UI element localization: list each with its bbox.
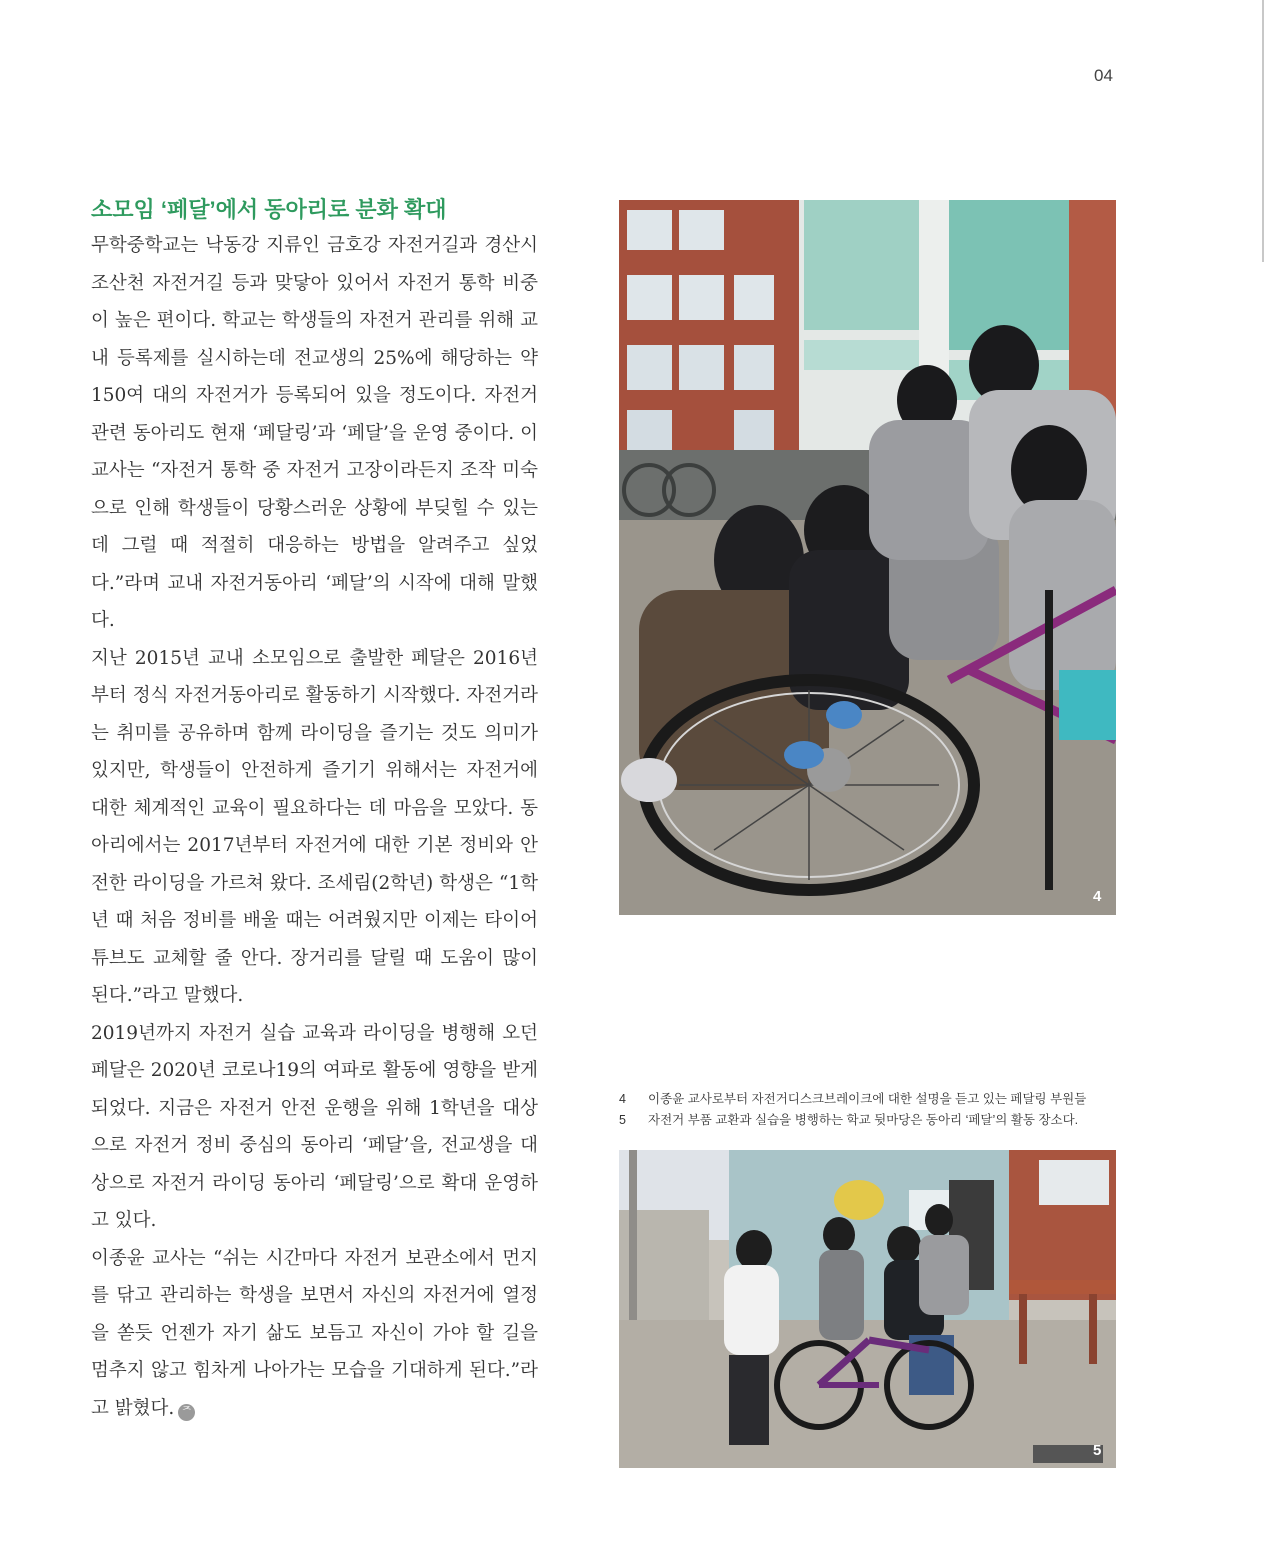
- page-edge-line: [1262, 0, 1264, 262]
- photo-captions: [619, 1089, 1139, 1131]
- photo-backyard-illustration: [619, 1150, 1116, 1468]
- paragraph-4-text: 이종윤 교사는 “쉬는 시간마다 자전거 보관소에서 먼지를 닦고 관리하는 학생을 보면서 자신의 자전거에 열정을 쏟듯 언젠가 자기 삶도 보듬고 자신이 가야 할 길을 멈추지 않고 힘차게 나아가는 모습을 기대하게 된다.”라고 밝혔다.: [91, 1247, 538, 1419]
- photo-bike-repair: [619, 200, 1116, 915]
- paragraph-1: 무학중학교는 낙동강 지류인 금호강 자전거길과 경산시 조산천 자전거길 등과 맞닿아 있어서 자전거 통학 비중이 높은 편이다. 학교는 학생들의 자전거 관리를 위해 교내 등록제를 실시하는데 전교생의 25%에 해당하는 약 150여 대의 자전거가 등록되어 있을 정도이다. 자전거 관련 동아리도 현재 ‘페달링’과 ‘페달’을 운영 중이다. 이 교사는 “자전거 통학 중 자전거 고장이라든지 조작 미숙으로 인해 학생들이 당황스러운 상황에 부딪힐 수 있는데 그럴 때 적절히 대응하는 방법을 알려주고 싶었다.”라며 교내 자전거동아리 ‘페달’의 시작에 대해 말했다.: [91, 235, 538, 631]
- caption-text: 이종윤 교사로부터 자전거디스크브레이크에 대한 설명을 듣고 있는 페달링 부원들: [648, 1092, 1087, 1106]
- paragraph-2: 지난 2015년 교내 소모임으로 출발한 페달은 2016년부터 정식 자전거동아리로 활동하기 시작했다. 자전거라는 취미를 공유하며 함께 라이딩을 즐기는 것도 의미가 있지만, 학생들이 안전하게 즐기기 위해서는 자전거에 대한 체계적인 교육이 필요하다는 데 마음을 모았다. 동아리에서는 2017년부터 자전거에 대한 기본 정비와 안전한 라이딩을 가르쳐 왔다. 조세림(2학년) 학생은 “1학년 때 처음 정비를 배울 때는 어려웠지만 이제는 타이어 튜브도 교체할 줄 안다. 장거리를 달릴 때 도움이 많이 된다.”라고 말했다.: [91, 647, 538, 1006]
- paragraph-3: 2019년까지 자전거 실습 교육과 라이딩을 병행해 오던 페달은 2020년 코로나19의 여파로 활동에 영향을 받게 되었다. 지금은 자전거 안전 운행을 위해 1학년을 대상으로 자전거 정비 중심의 동아리 ‘페달’을, 전교생을 대상으로 자전거 라이딩 동아리 ‘페달링’으로 확대 운영하고 있다.: [91, 1022, 538, 1231]
- caption-number: 4: [619, 1092, 626, 1106]
- caption-text: 자전거 부품 교환과 실습을 병행하는 학교 뒷마당은 동아리 ‘페달’의 활동 장소다.: [648, 1113, 1079, 1127]
- caption-number: 5: [619, 1113, 626, 1127]
- photo-number-5: 5: [1093, 1442, 1102, 1459]
- photo-backyard-activity: [619, 1150, 1116, 1468]
- photo-bike-repair-illustration: [619, 200, 1116, 915]
- photo-number-4: 4: [1093, 888, 1102, 905]
- section-heading: 소모임 ‘페달’에서 동아리로 분화 확대: [91, 197, 447, 222]
- article-body: [91, 227, 538, 1427]
- caption-item: [619, 1089, 1139, 1110]
- end-mark-icon: ᄌ: [178, 1404, 195, 1421]
- caption-item: [619, 1110, 1139, 1131]
- page-number: 04: [1094, 66, 1113, 85]
- paragraph-4: [91, 1240, 538, 1428]
